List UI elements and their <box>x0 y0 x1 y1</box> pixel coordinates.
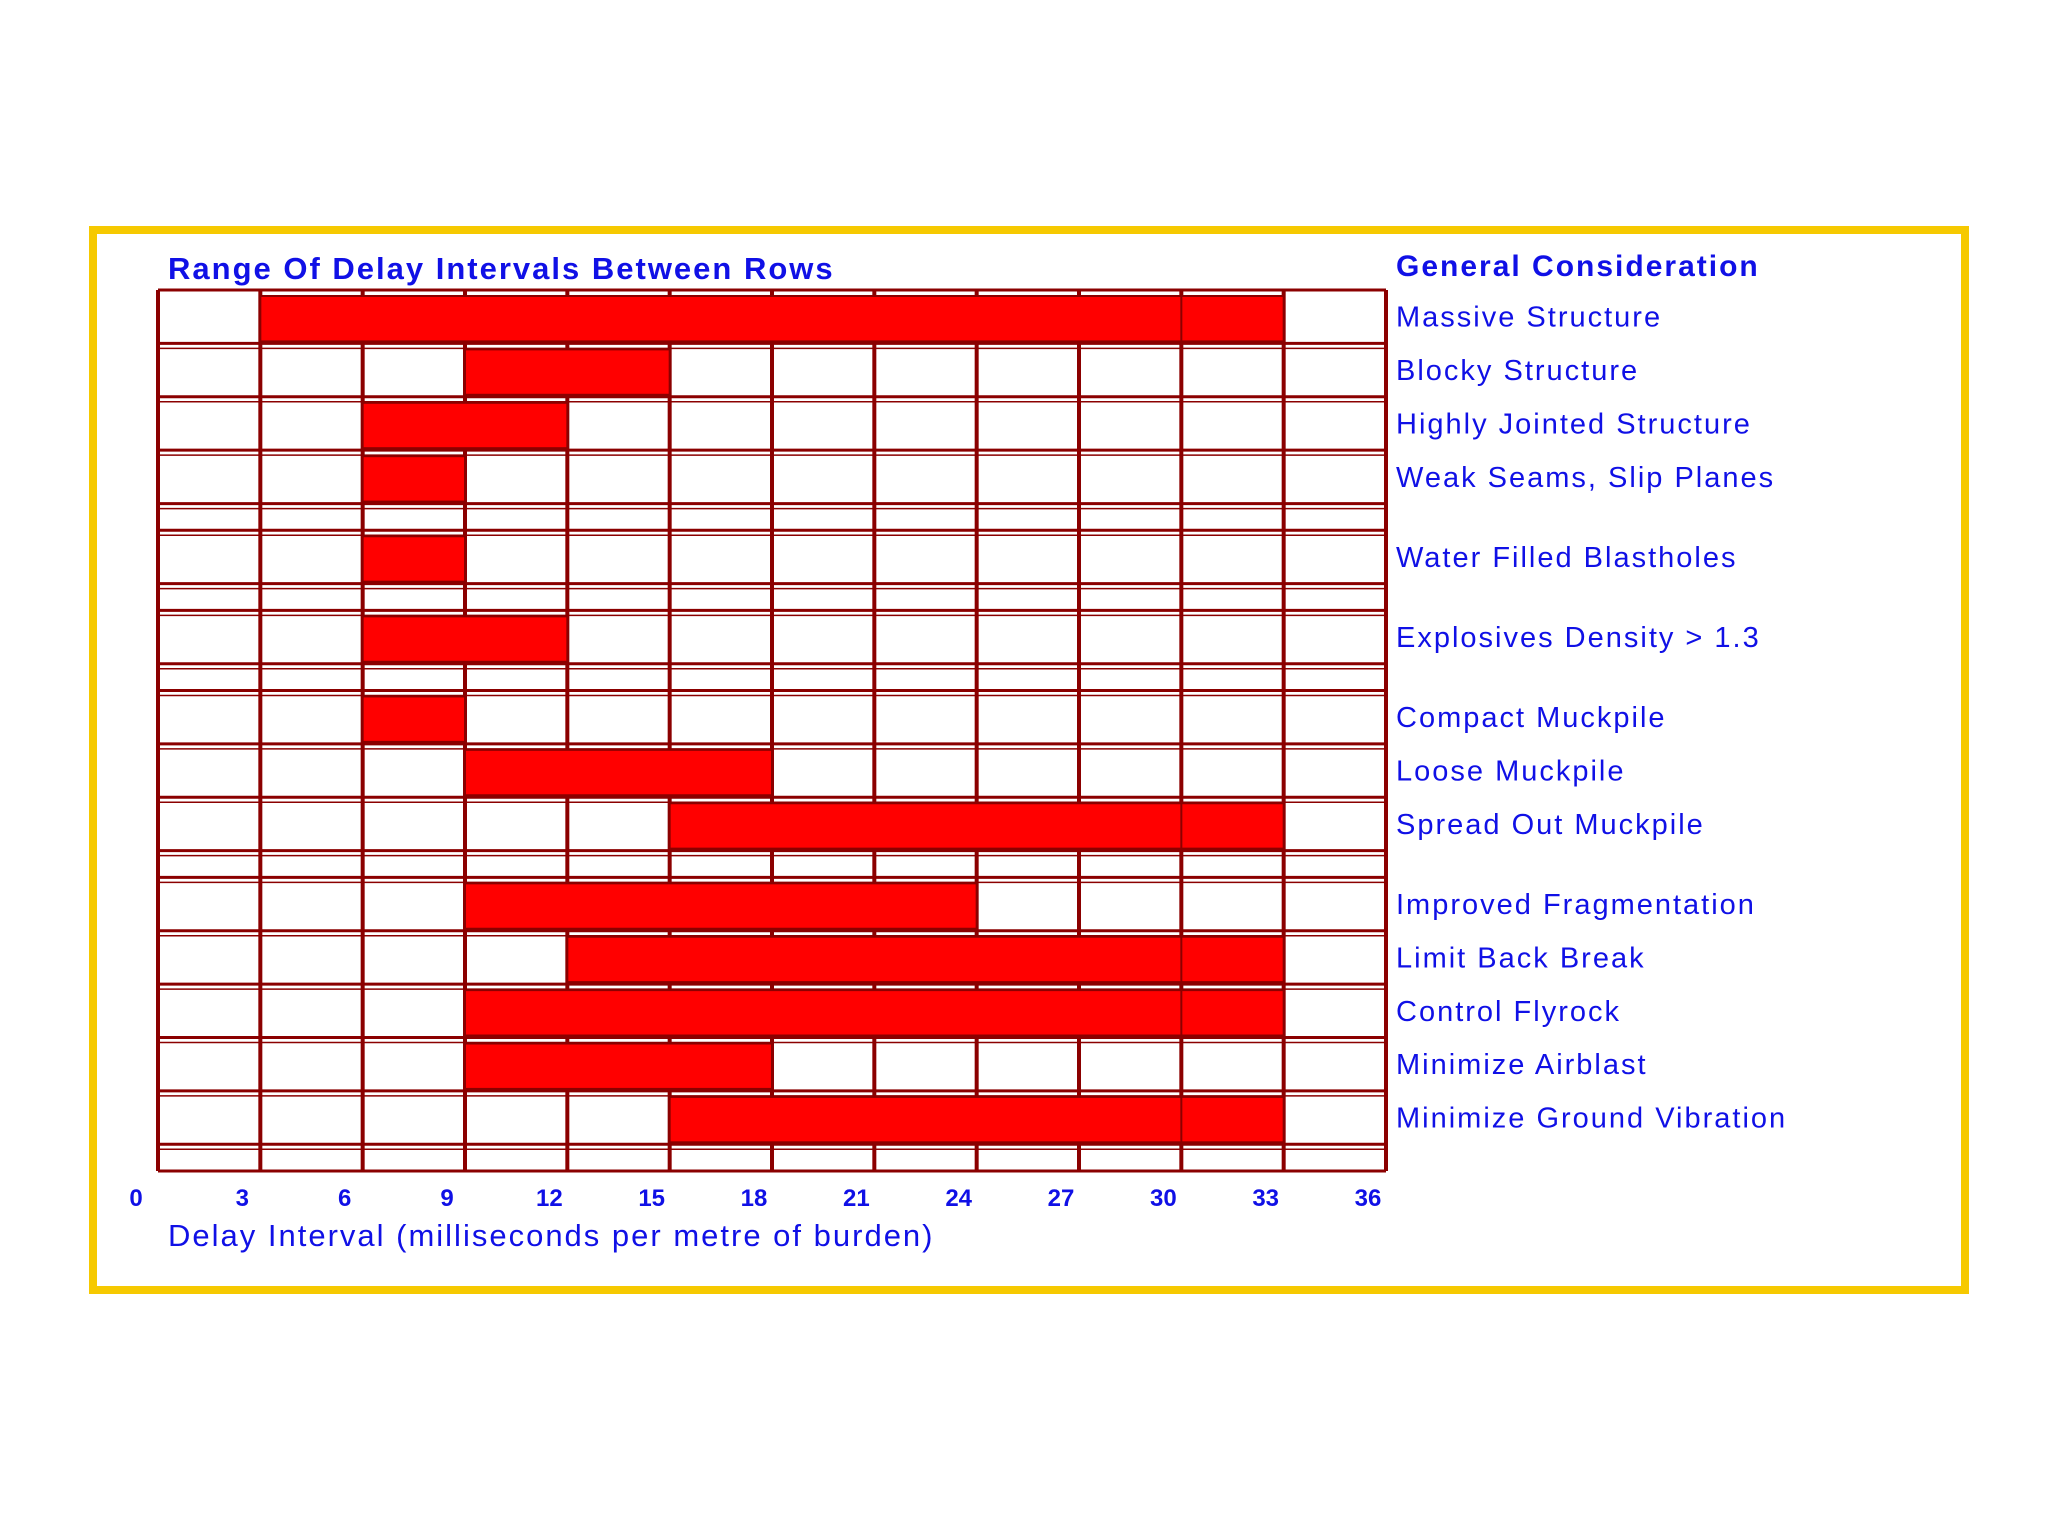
general-consideration-header: General Consideration <box>1396 250 1760 283</box>
category-label: Loose Muckpile <box>1396 755 1626 788</box>
bar <box>363 536 465 581</box>
category-label: Minimize Airblast <box>1396 1049 1648 1082</box>
bar <box>567 937 1283 982</box>
x-tick-label: 24 <box>945 1185 973 1212</box>
x-axis-label: Delay Interval (milliseconds per metre of burden) <box>168 1218 935 1253</box>
x-tick-label: 18 <box>740 1185 768 1212</box>
x-tick-label: 12 <box>535 1185 563 1212</box>
bar <box>363 616 568 661</box>
category-label: Compact Muckpile <box>1396 702 1667 735</box>
bar <box>465 883 977 928</box>
category-label: Blocky Structure <box>1396 355 1640 388</box>
category-label: Highly Jointed Structure <box>1396 408 1752 441</box>
category-label: Explosives Density > 1.3 <box>1396 622 1761 655</box>
bar <box>465 349 670 394</box>
x-tick-label: 9 <box>440 1185 454 1212</box>
bar <box>260 296 1283 341</box>
x-tick-labels <box>129 1185 1381 1212</box>
x-tick-label: 15 <box>638 1185 666 1212</box>
bar <box>670 1097 1284 1142</box>
x-tick-label: 6 <box>337 1185 352 1212</box>
bar <box>363 456 465 501</box>
category-label: Minimize Ground Vibration <box>1396 1102 1788 1135</box>
category-label: Spread Out Muckpile <box>1396 808 1705 841</box>
category-label: Massive Structure <box>1396 301 1663 334</box>
category-labels <box>1396 302 1787 1135</box>
x-tick-label: 36 <box>1354 1185 1382 1212</box>
x-tick-label: 21 <box>842 1185 870 1212</box>
x-tick-label: 0 <box>129 1185 143 1212</box>
category-label: Control Flyrock <box>1396 995 1621 1028</box>
bar <box>465 990 1284 1035</box>
category-label: Limit Back Break <box>1396 942 1646 975</box>
category-label: Improved Fragmentation <box>1396 889 1756 922</box>
category-label: Weak Seams, Slip Planes <box>1396 461 1776 494</box>
x-tick-label: 30 <box>1149 1185 1177 1212</box>
bar <box>465 750 772 795</box>
bar <box>363 403 568 448</box>
x-tick-label: 33 <box>1252 1185 1280 1212</box>
bar <box>363 696 465 741</box>
x-tick-label: 27 <box>1047 1185 1075 1212</box>
chart-title: Range Of Delay Intervals Between Rows <box>168 251 835 286</box>
bar <box>465 1044 772 1089</box>
grid <box>158 290 1386 1171</box>
x-tick-label: 3 <box>235 1185 250 1212</box>
category-label: Water Filled Blastholes <box>1396 541 1738 574</box>
bar <box>670 803 1284 848</box>
